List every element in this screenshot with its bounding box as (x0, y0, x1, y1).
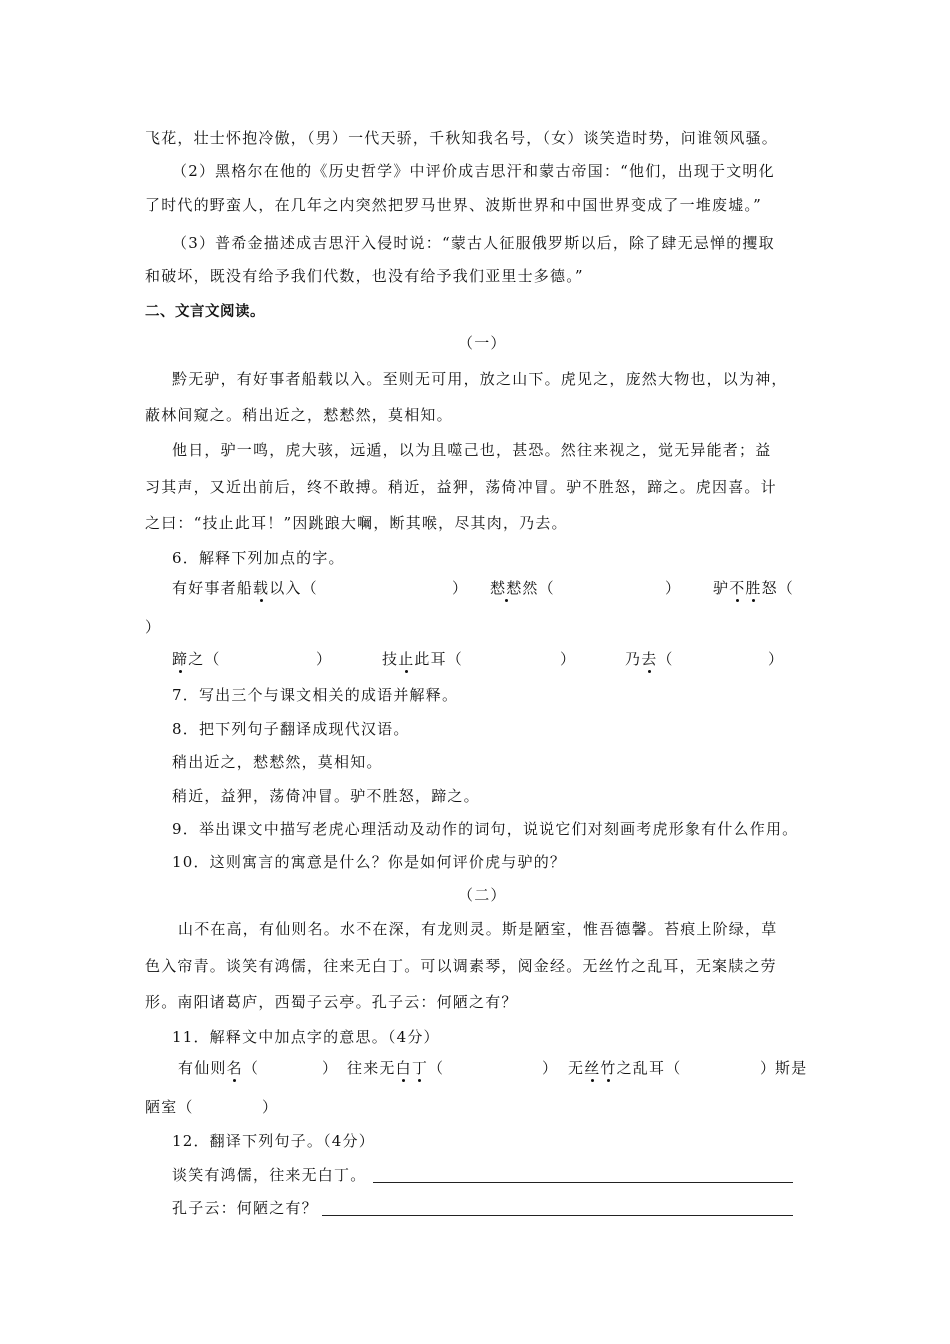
q11-item-3-pre: 无 (568, 1059, 585, 1077)
q8-sentence-2: 稍近，益狎，荡倚冲冒。驴不胜怒，蹄之。 (172, 787, 480, 805)
q11-item-2 (347, 1058, 444, 1078)
q6-item-3-pre: 驴 (713, 579, 730, 597)
q6-item-5 (382, 649, 463, 669)
intro-line-4: （3）普希金描述成吉思汗入侵时说：“蒙古人征服俄罗斯以后，除了肆无忌惮的攫取 (172, 234, 775, 252)
q11-item-2-dotted-1: 白 (395, 1059, 412, 1077)
q6-item-3 (713, 578, 794, 598)
q6-item-6-dotted: 去 (641, 650, 658, 668)
q12-sentence-2: 孔子云：何陋之有？ (172, 1199, 318, 1217)
q11-item-3-dotted-2: 竹 (600, 1059, 617, 1077)
question-6-title: 6．解释下列加点的字。 (172, 549, 345, 567)
q11-item-4-pre: 斯是 (775, 1059, 808, 1077)
q6-item-2-dotted: 慭慭 (490, 579, 523, 597)
q12-answer-line-1[interactable] (373, 1166, 793, 1183)
passage1-line-1: 黔无驴，有好事者船载以入。至则无可用，放之山下。虎见之，庞然大物也，以为神， (172, 370, 788, 388)
intro-line-5: 和破坏，既没有给予我们代数，也没有给予我们亚里士多德。” (145, 267, 584, 285)
q6-item-2-post: 然（ (522, 579, 555, 597)
passage2-line-3: 形。南阳诸葛庐，西蜀子云亭。孔子云：何陋之有？ (145, 993, 518, 1011)
passage2-line-2: 色入帘青。谈笑有鸿儒，往来无白丁。可以调素琴，阅金经。无丝竹之乱耳，无案牍之劳 (145, 957, 777, 975)
passage2-line-1: 山不在高，有仙则名。水不在深，有龙则灵。斯是陋室，惟吾德馨。苔痕上阶绿，草 (178, 920, 778, 938)
question-10: 10．这则寓言的寓意是什么？你是如何评价虎与驴的？ (172, 853, 567, 871)
q11-item-3 (568, 1058, 681, 1078)
part1-label: （一） (458, 334, 507, 352)
q6-item-4 (172, 649, 221, 669)
part2-label: （二） (458, 886, 507, 904)
intro-line-2: （2）黑格尔在他的《历史哲学》中评价成吉思汗和蒙古帝国：“他们，出现于文明化 (172, 162, 775, 180)
q11-item-3-post: 之乱耳（ (616, 1059, 682, 1077)
q6-item-3-dotted-1: 不 (729, 579, 746, 597)
q11-item-1-close: ） (322, 1059, 339, 1077)
q6-item-6-post: （ (657, 650, 674, 668)
q12-sentence-1: 谈笑有鸿儒，往来无白丁。 (172, 1166, 367, 1184)
q11-item-2-close: ） (542, 1059, 559, 1077)
q6-item-4-dotted: 蹄 (172, 650, 189, 668)
q6-item-5-pre: 技 (382, 650, 399, 668)
q6-item-4-close: ） (316, 650, 333, 668)
question-9: 9．举出课文中描写老虎心理活动及动作的词句，说说它们对刻画考虎形象有什么作用。 (172, 820, 799, 838)
intro-line-3: 了时代的野蛮人，在几年之内突然把罗马世界、波斯世界和中国世界变成了一堆废墟。” (145, 196, 762, 214)
q6-item-5-post: 此耳（ (414, 650, 464, 668)
q11-item-1-pre: 有仙则 (178, 1059, 227, 1077)
question-7: 7．写出三个与课文相关的成语并解释。 (172, 686, 459, 704)
q11-item-1 (178, 1058, 259, 1078)
q6-item-1 (172, 578, 318, 598)
q11-item-4: 陋室（ (145, 1098, 194, 1116)
q6-item-1-pre: 有好事者船 (172, 579, 254, 597)
q11-item-2-pre: 往来无 (347, 1059, 396, 1077)
q6-item-1-post: 以入（ (269, 579, 318, 597)
q6-item-1-close: ） (452, 579, 469, 597)
passage1-line-4: 习其声，又近出前后，终不敢搏。稍近，益狎，荡倚冲冒。驴不胜怒，蹄之。虎因喜。计 (145, 478, 777, 496)
q6-item-4-post: 之（ (188, 650, 221, 668)
q6-item-2-close: ） (665, 579, 682, 597)
passage1-line-3: 他日，驴一鸣，虎大骇，远遁，以为且噬己也，甚恐。然往来视之，觉无异能者；益 (172, 441, 772, 459)
q6-item-6-pre: 乃 (625, 650, 642, 668)
q6-item-6-close: ） (768, 650, 785, 668)
question-12-title: 12．翻译下列句子。（4分） (172, 1132, 375, 1150)
q12-answer-line-2[interactable] (322, 1199, 793, 1216)
section-heading: 二、文言文阅读。 (145, 304, 265, 320)
q6-item-3-post: 怒（ (761, 579, 795, 597)
question-8-title: 8．把下列句子翻译成现代汉语。 (172, 720, 410, 738)
q6-item-3-dotted-2: 胜 (745, 579, 762, 597)
q11-item-4-close: ） (262, 1098, 279, 1116)
q8-sentence-1: 稍出近之，慭慭然，莫相知。 (172, 753, 383, 771)
q11-item-2-dotted-2: 丁 (411, 1059, 429, 1077)
q11-item-1-post: （ (242, 1059, 260, 1077)
question-11-title: 11．解释文中加点字的意思。（4分） (172, 1028, 440, 1046)
q6-item-6 (625, 649, 674, 669)
q11-item-2-post: （ (428, 1059, 445, 1077)
q6-item-5-dotted: 止 (398, 650, 415, 668)
passage1-line-5: 之曰：“技止此耳！”因跳踉大㘎，断其喉，尽其肉，乃去。 (145, 514, 568, 532)
q11-item-3-close: ） (760, 1059, 777, 1077)
q6-item-1-dotted: 载 (253, 579, 270, 597)
q6-item-3-close: ） (145, 618, 162, 636)
q6-item-5-close: ） (560, 650, 577, 668)
passage1-line-2: 蔽林间窥之。稍出近之，慭慭然，莫相知。 (145, 406, 453, 424)
q11-item-3-dotted-1: 丝 (584, 1059, 601, 1077)
intro-line-1: 飞花，壮士怀抱冷傲，（男）一代天骄，千秋知我名号，（女）谈笑造时势，问谁领风骚。 (145, 129, 779, 147)
q6-item-2 (490, 578, 555, 598)
q11-item-1-dotted: 名 (226, 1059, 243, 1077)
